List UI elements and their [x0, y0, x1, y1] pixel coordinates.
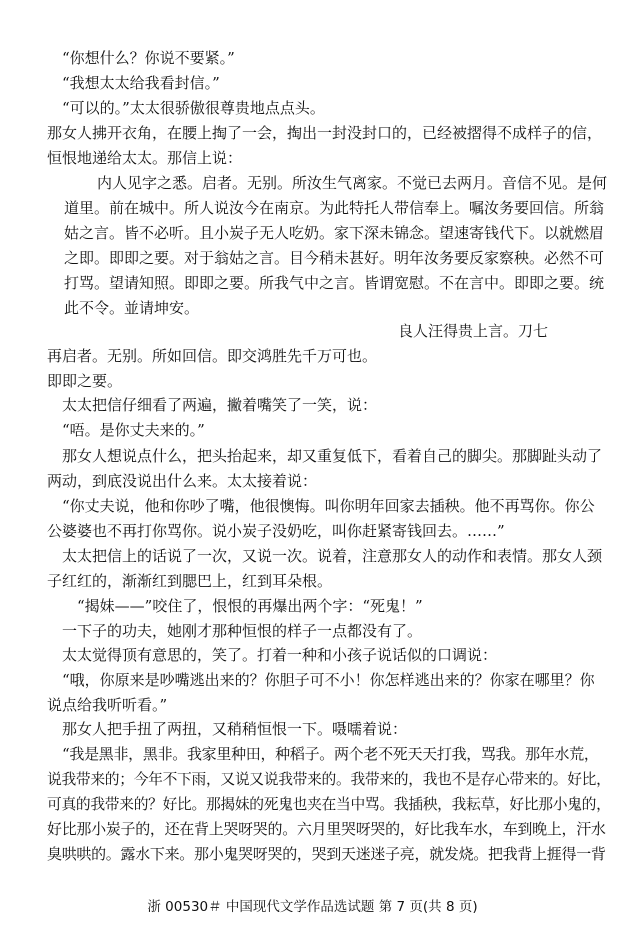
letter-signature: 良人汪得贵上言。刀七 — [398, 322, 549, 340]
letter-text-line: 此不令。並请坤安。 — [64, 299, 200, 317]
dialogue-line: 好比那小炭子的，还在背上哭呀哭的。六月里哭呀哭的，好比我车水，车到晚上，汗水 — [47, 820, 606, 838]
dialogue-line: 公婆婆也不再打你骂你。说小炭子没奶吃，叫你赶紧寄钱回去。……” — [47, 522, 505, 540]
body-text-line: 太太觉得顶有意思的，笑了。打着一种和小孩子说话似的口调说： — [62, 646, 498, 664]
body-text-line: 那女人拂开衣角，在腰上掏了一会，掏出一封没封口的，已经被摺得不成样子的信， — [47, 124, 603, 142]
body-text-line: 子红红的，渐渐红到腮巴上，红到耳朵根。 — [47, 572, 333, 590]
dialogue-line: 说我带来的；今年不下雨，又说又说我带来的。我带来的，我也不是存心带来的。好比， — [47, 771, 611, 788]
letter-text-line: 内人见字之悉。启者。无别。所汝生气离家。不觉已去两月。音信不见。是何 — [97, 174, 608, 192]
dialogue-line: 说点给我听听看。” — [47, 696, 168, 714]
letter-postscript-line: 再启者。无别。所如回信。即交鸿胜先千万可也。 — [47, 347, 378, 365]
body-text-line: 太太把信仔细看了两遍，撇着嘴笑了一笑，说： — [62, 396, 378, 414]
body-text-line: 太太把信上的话说了一次，又说一次。说着，注意那女人的动作和表情。那女人颈 — [62, 547, 603, 565]
body-text-line: 那女人想说点什么，把头抬起来，却又重复低下，看着自己的脚尖。那脚趾头动了 — [62, 447, 603, 465]
dialogue-line: “哦，你原来是吵嘴逃出来的？你胆子可不小！你怎样逃出来的？你家在哪里？你 — [62, 671, 595, 689]
dialogue-line: 臭哄哄的。露水下来。那小鬼哭呀哭的，哭到天迷迷子亮，就发烧。把我背上捱得一背 — [47, 845, 606, 863]
letter-text-line: 之即。即即之要。对于翁姑之言。目今稍未甚好。明年汝务要反家察秧。必然不可 — [64, 249, 605, 267]
page-footer: 浙 00530＃ 中国现代文学作品选试题 第 7 页(共 8 页) — [147, 899, 478, 915]
dialogue-line: “你想什么？你说不要紧。” — [62, 49, 235, 67]
dialogue-line: 可真的我带来的？好比。那揭妹的死鬼也夹在当中骂。我插秧，我耘草，好比那小鬼的， — [47, 796, 611, 813]
body-text-line: 那女人把手扭了两扭，又稍稍恒恨一下。嗫嚅着说： — [62, 720, 408, 738]
body-text-line: 两动，到底没说出什么来。太太接着说： — [47, 472, 318, 490]
letter-text-line: 道里。前在城中。所人说汝今在南京。为此特托人带信奉上。嘱汝务要回信。所翁 — [64, 199, 605, 217]
dialogue-line: “你丈夫说，他和你吵了嘴，他很懊悔。叫你明年回家去插秧。他不再骂你。你公 — [62, 497, 595, 515]
letter-text-line: 打骂。望请知照。即即之要。所我气中之言。皆谓宽慰。不在言中。即即之要。统 — [64, 274, 605, 292]
dialogue-line: “揭妹——”咬住了，恨恨的再爆出两个字：“死鬼！” — [77, 597, 423, 615]
letter-postscript-line: 即即之要。 — [47, 372, 123, 390]
body-text-line: 一下子的功夫，她刚才那种恒恨的样子一点都没有了。 — [62, 622, 423, 640]
letter-text-line: 姑之言。皆不必听。且小炭子无人吃奶。家下深未锦念。望速寄钱代下。以就燃眉 — [64, 224, 605, 242]
dialogue-line: “可以的。”太太很骄傲很尊贵地点点头。 — [62, 99, 325, 117]
dialogue-line: “唔。是你丈夫来的。” — [62, 421, 205, 439]
dialogue-line: “我是黑非，黑非。我家里种田，种稻子。两个老不死天天打我，骂我。那年水荒， — [62, 745, 599, 763]
dialogue-line: “我想太太给我看封信。” — [62, 74, 220, 92]
body-text-line: 恒恨地递给太太。那信上说： — [47, 149, 243, 167]
